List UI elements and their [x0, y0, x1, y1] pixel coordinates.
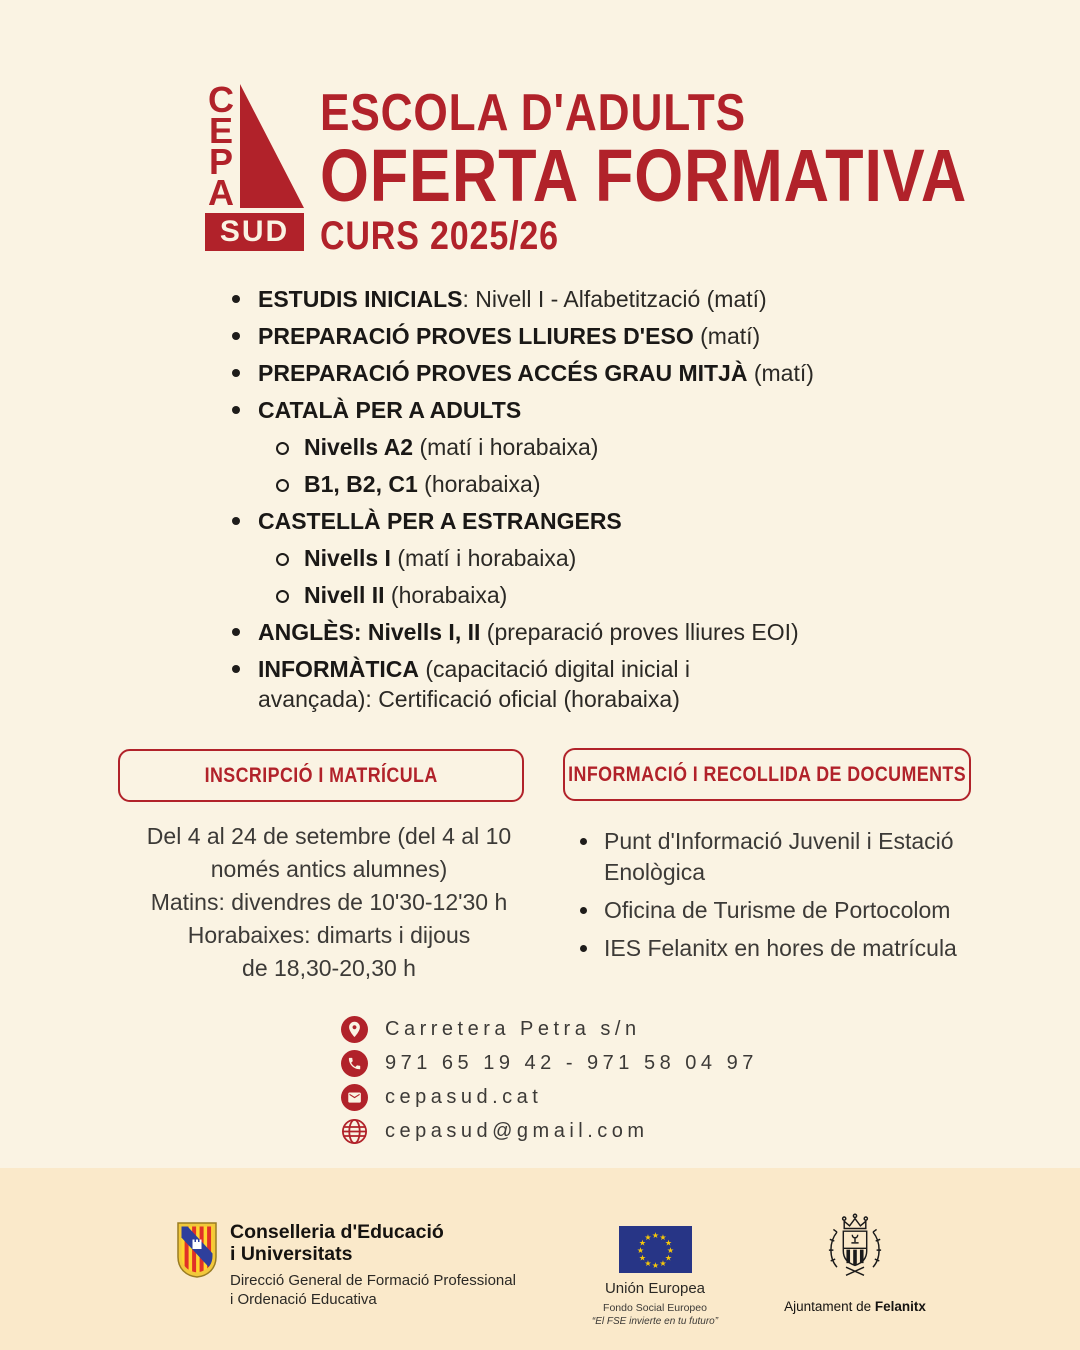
- contact-address: Carretera Petra s/n: [385, 1018, 641, 1040]
- info-locations-list: [578, 826, 978, 971]
- svg-text:★: ★: [643, 1259, 652, 1268]
- conselleria-logo-block: [176, 1221, 516, 1309]
- contact-phone: 971 65 19 42 - 971 58 04 97: [385, 1052, 758, 1074]
- eu-name: Unión Europea: [604, 1280, 706, 1297]
- svg-text:★: ★: [638, 1253, 646, 1263]
- course-list: [228, 284, 888, 721]
- enrollment-line: Del 4 al 24 de setembre (del 4 al 10: [146, 823, 512, 849]
- page-title: [320, 84, 1080, 258]
- globe-icon: [341, 1118, 368, 1145]
- course-item: PREPARACIÓ PROVES LLIURES D'ESO (matí): [228, 321, 888, 351]
- enrollment-line: de 18,30-20,30 h: [242, 955, 416, 981]
- contact-phone-row: [341, 1050, 758, 1077]
- svg-text:★: ★: [658, 1233, 667, 1242]
- eu-fund-name: Fondo Social Europeo: [603, 1302, 707, 1314]
- course-subitem: Nivells A2 (matí i horabaixa): [272, 432, 888, 462]
- title-line-3: CURS 2025/26: [320, 214, 559, 258]
- course-subitem: Nivell II (horabaixa): [272, 580, 888, 610]
- conselleria-name-line1: Conselleria d'Educació: [230, 1221, 444, 1243]
- location-pin-icon: [341, 1016, 368, 1043]
- info-location-item: Punt d'Informació Juvenil i Estació Enològica: [578, 826, 978, 888]
- svg-text:★: ★: [636, 1246, 644, 1255]
- enrollment-line: només antics alumnes): [210, 856, 448, 882]
- enrollment-line: Matins: divendres de 10'30-12'30 h: [150, 889, 508, 915]
- cepa-sud-logo: [205, 79, 304, 251]
- eu-slogan: “El FSE invierte en tu futuro”: [591, 1316, 719, 1327]
- sail-triangle-icon: [240, 84, 304, 208]
- svg-text:★: ★: [643, 1233, 652, 1242]
- balearic-shield-icon: [176, 1221, 218, 1279]
- svg-text:★: ★: [664, 1238, 672, 1248]
- logo-letters: [205, 79, 237, 213]
- felanitx-coat-of-arms-icon: [810, 1210, 900, 1292]
- course-item: CASTELLÀ PER A ESTRANGERS: [228, 506, 888, 536]
- logo-letter-c: C: [208, 79, 234, 120]
- contact-email: cepasud@gmail.com: [385, 1120, 649, 1142]
- conselleria-name-line2: i Universitats: [230, 1243, 353, 1265]
- felanitx-logo-block: [765, 1210, 945, 1314]
- eu-flag-icon: [619, 1226, 692, 1273]
- info-box: [563, 748, 971, 801]
- svg-text:★: ★: [651, 1231, 659, 1240]
- contact-email-row: [341, 1118, 758, 1145]
- info-location-item: IES Felanitx en hores de matrícula: [578, 933, 978, 964]
- svg-text:★: ★: [638, 1238, 646, 1248]
- conselleria-sub-line2: i Ordenació Educativa: [230, 1291, 377, 1308]
- course-subitem: Nivells I (matí i horabaixa): [272, 543, 888, 573]
- contact-website: cepasud.cat: [385, 1086, 543, 1108]
- eu-logo-block: [570, 1226, 740, 1327]
- svg-text:★: ★: [658, 1259, 667, 1268]
- info-box-title: INFORMACIÓ I RECOLLIDA DE DOCUMENTS: [568, 762, 966, 786]
- enrollment-line: Horabaixes: dimarts i dijous: [187, 922, 471, 948]
- course-subitem: B1, B2, C1 (horabaixa): [272, 469, 888, 499]
- envelope-icon: [341, 1084, 368, 1111]
- svg-text:★: ★: [666, 1246, 674, 1255]
- course-item: ANGLÈS: Nivells I, II (preparació proves lliures EOI): [228, 617, 888, 647]
- felanitx-label: Ajuntament de Felanitx: [784, 1299, 926, 1314]
- title-line-2: OFERTA FORMATIVA: [320, 134, 968, 217]
- course-item: PREPARACIÓ PROVES ACCÉS GRAU MITJÀ (matí): [228, 358, 888, 388]
- logo-letter-e: E: [208, 110, 233, 151]
- title-line-1: ESCOLA D'ADULTS: [320, 84, 746, 142]
- enrollment-box: [118, 749, 524, 802]
- course-item: ESTUDIS INICIALS: Nivell I - Alfabetització (matí): [228, 284, 888, 314]
- course-item: CATALÀ PER A ADULTS: [228, 395, 888, 425]
- logo-letter-a: A: [208, 172, 234, 213]
- enrollment-box-title: INSCRIPCIÓ I MATRÍCULA: [204, 763, 438, 787]
- contact-block: [341, 1016, 758, 1152]
- logo-sud-box: SUD: [205, 213, 304, 251]
- course-item: INFORMÀTICA (capacitació digital inicial i avançada): Certificació oficial (horabaixa): [228, 654, 888, 714]
- phone-icon: [341, 1050, 368, 1077]
- enrollment-details: [103, 820, 555, 985]
- svg-text:★: ★: [651, 1261, 659, 1270]
- svg-text:★: ★: [664, 1253, 672, 1263]
- logo-letter-p: P: [208, 141, 233, 182]
- contact-address-row: [341, 1016, 758, 1043]
- contact-website-row: [341, 1084, 758, 1111]
- info-location-item: Oficina de Turisme de Portocolom: [578, 895, 978, 926]
- conselleria-sub-line1: Direcció General de Formació Professional: [230, 1272, 516, 1289]
